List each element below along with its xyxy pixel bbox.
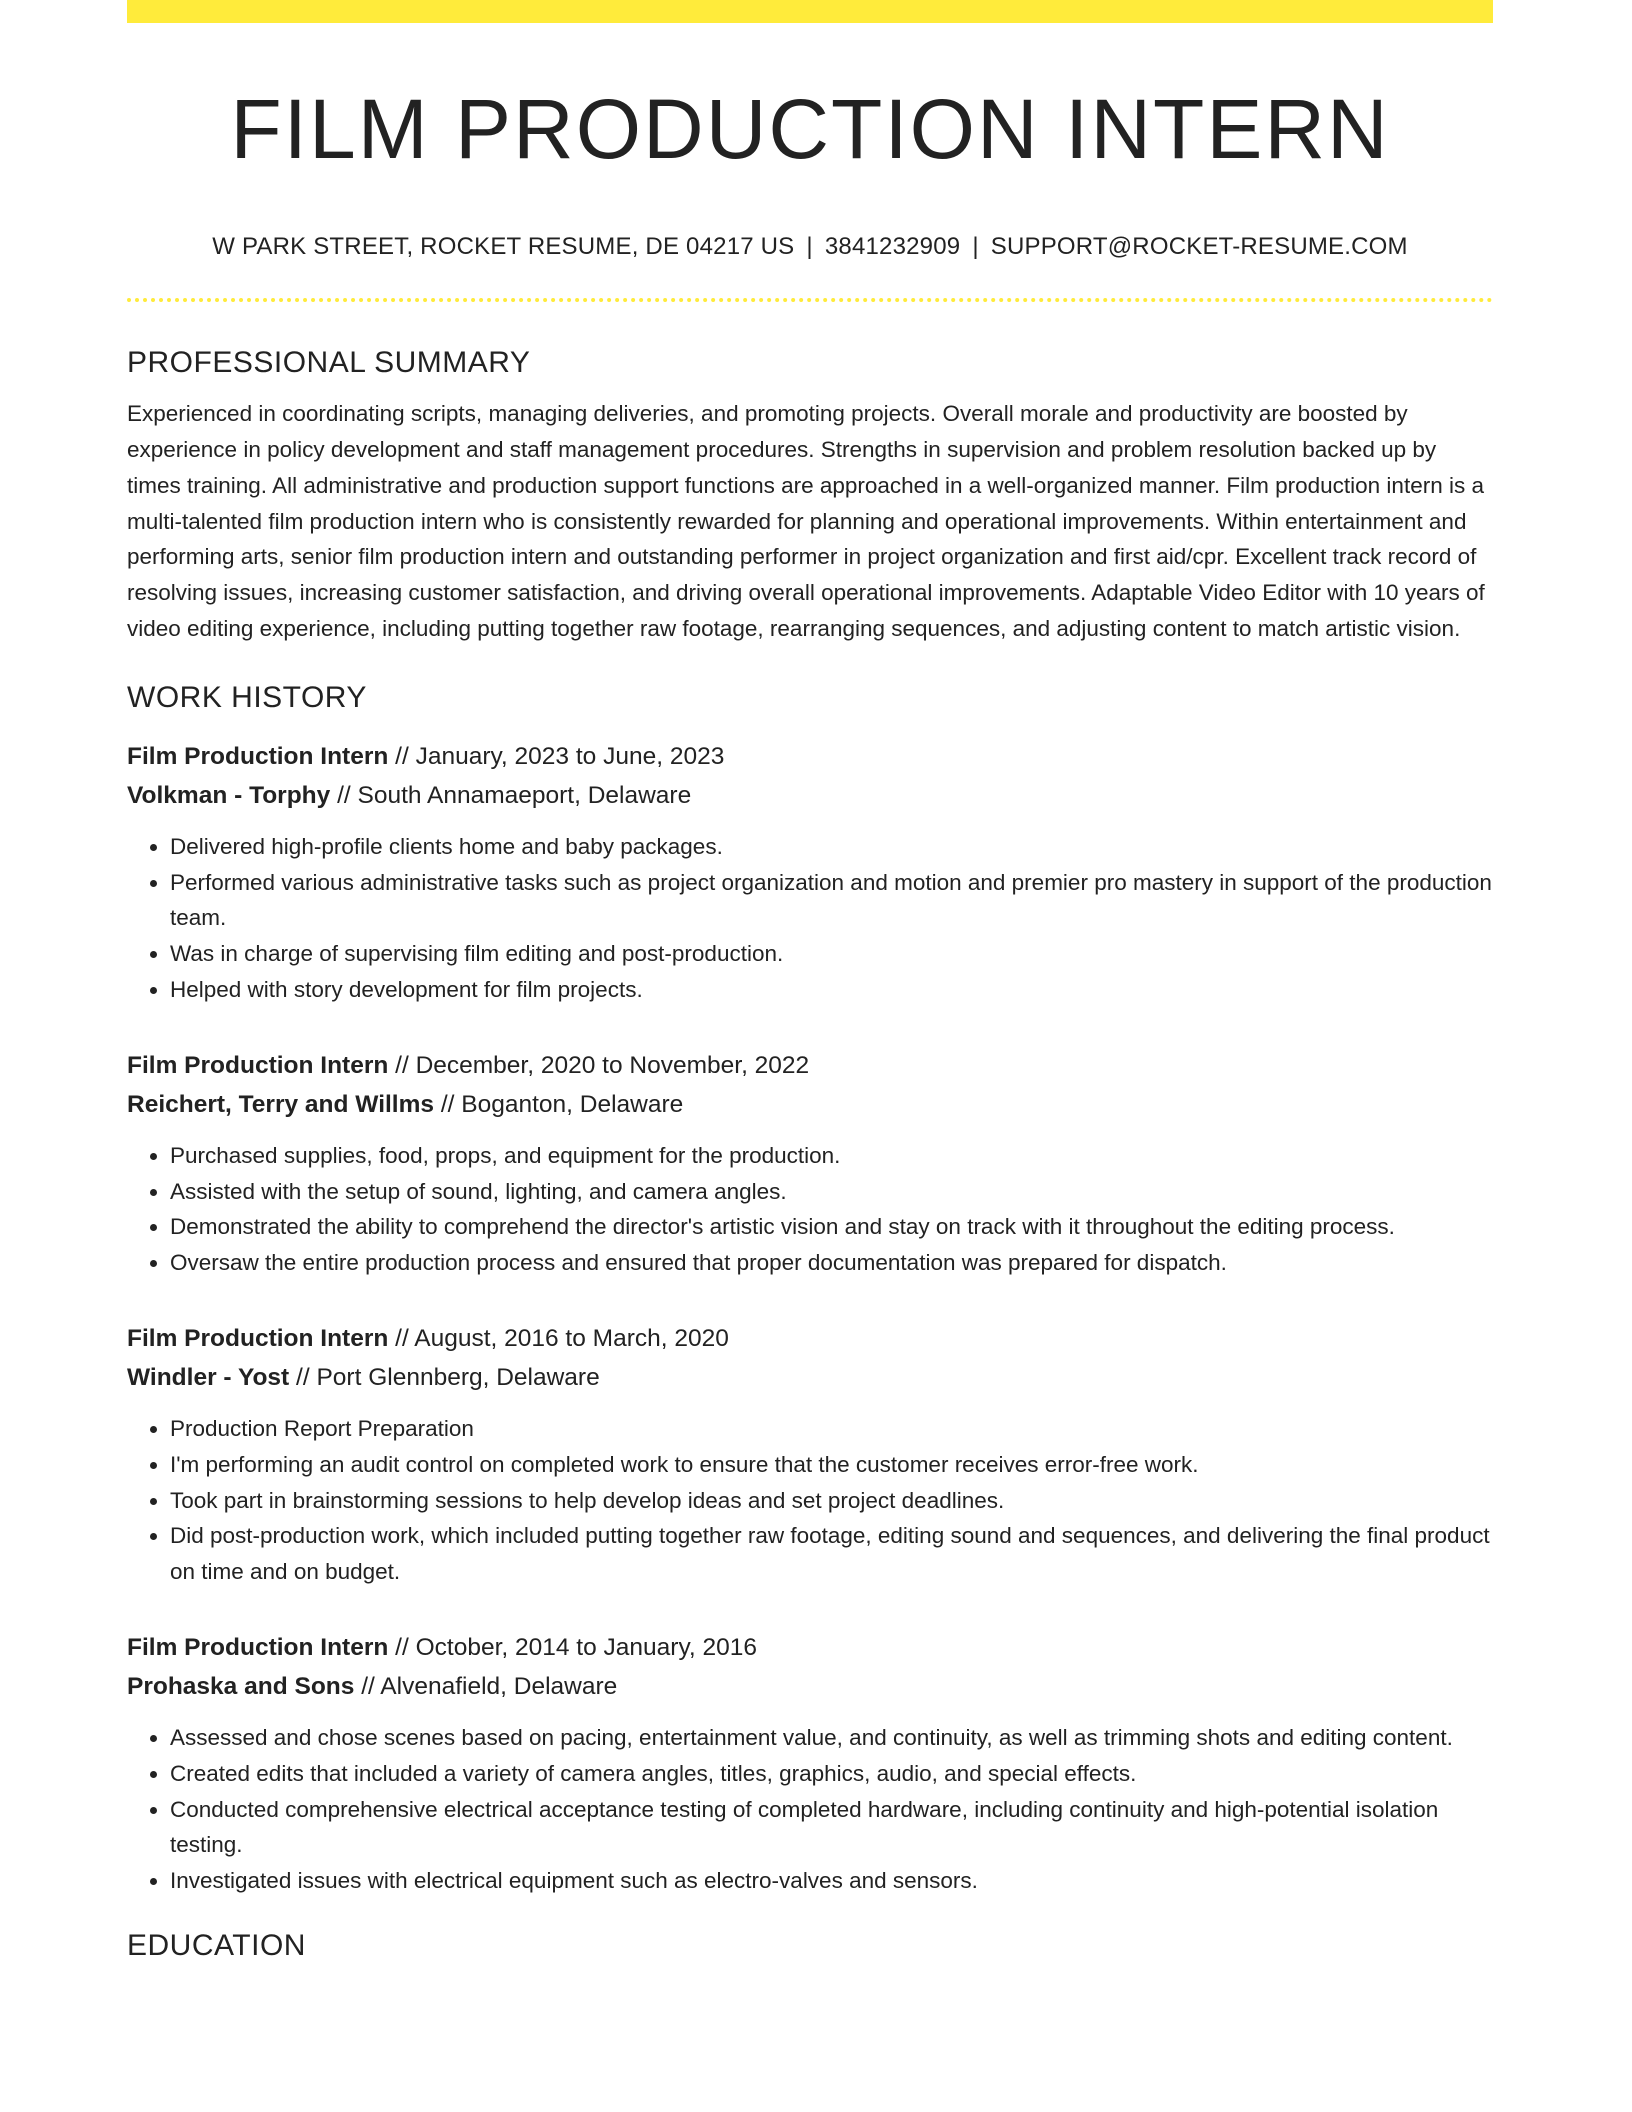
job-location: Boganton, Delaware — [461, 1090, 684, 1118]
job-role: Film Production Intern — [127, 1324, 389, 1352]
job-bullet: • Demonstrated the ability to comprehend the director's artistic vision and stay on track with it throughout the editing process. — [170, 1209, 1493, 1245]
delimiter: // — [388, 1051, 416, 1079]
job-role: Film Production Intern — [127, 742, 389, 770]
job-role: Film Production Intern — [127, 1633, 389, 1661]
accent-top-bar — [127, 0, 1493, 23]
job-entry — [127, 1319, 1493, 1590]
job-location: Port Glennberg, Delaware — [316, 1363, 600, 1391]
job-company-line — [127, 1085, 1493, 1124]
job-bullet: • Investigated issues with electrical equipment such as electro-valves and sensors. — [170, 1863, 1493, 1899]
job-company-line — [127, 1358, 1493, 1397]
job-bullet: • Delivered high-profile clients home and baby packages. — [170, 829, 1493, 865]
job-bullet: • Took part in brainstorming sessions to help develop ideas and set project deadlines. — [170, 1483, 1493, 1519]
job-company: Reichert, Terry and Willms — [127, 1090, 435, 1118]
address: W PARK STREET, ROCKET RESUME, DE 04217 US — [212, 233, 795, 261]
email-address: SUPPORT@ROCKET-RESUME.COM — [990, 233, 1408, 261]
job-dates: October, 2014 to January, 2016 — [415, 1633, 757, 1661]
section-title-work-history: WORK HISTORY — [127, 680, 367, 714]
dotted-divider — [127, 298, 1493, 302]
job-bullet-list — [127, 829, 1493, 1008]
summary-text: Experienced in coordinating scripts, managing deliveries, and promoting projects. Overall morale and productivity are boosted by experience in policy development and staff management procedures. Strengths in supervision and problem resolution backed up by times training. All administrative and production support functions are approached in a well-organized manner. Film production intern is a multi-talented film production intern who is consistently rewarded for planning and operational improvements. Within entertainment and performing arts, senior film production intern and outstanding performer in project organization and first aid/cpr. Excellent track record of resolving issues, increasing customer satisfaction, and driving overall operational improvements. Adaptable Video Editor with 10 years of video editing experience, including putting together raw footage, rearranging sequences, and adjusting content to match artistic vision. — [127, 401, 1485, 641]
job-bullet: • Conducted comprehensive electrical acceptance testing of completed hardware, including continuity and high-potential isolation testing. — [170, 1792, 1493, 1864]
job-title-line — [127, 737, 1493, 776]
job-bullet: • Performed various administrative tasks such as project organization and motion and premier pro mastery in support of the production team. — [170, 865, 1493, 937]
work-history-list — [127, 737, 1493, 1899]
delimiter: // — [388, 1324, 415, 1352]
job-title-line — [127, 1319, 1493, 1358]
candidate-name: FILM PRODUCTION INTERN — [230, 82, 1390, 176]
delimiter: // — [354, 1672, 381, 1700]
contact-line — [127, 233, 1493, 262]
job-bullet-list — [127, 1720, 1493, 1899]
job-company: Volkman - Torphy — [127, 781, 331, 809]
job-entry — [127, 1628, 1493, 1899]
job-title-line — [127, 1628, 1493, 1667]
job-role: Film Production Intern — [127, 1051, 389, 1079]
job-bullet: • Helped with story development for film projects. — [170, 972, 1493, 1008]
job-bullet: • Oversaw the entire production process and ensured that proper documentation was prepared for dispatch. — [170, 1245, 1493, 1281]
delimiter: // — [434, 1090, 462, 1118]
job-bullet: • Created edits that included a variety of camera angles, titles, graphics, audio, and special effects. — [170, 1756, 1493, 1792]
job-bullet: • I'm performing an audit control on completed work to ensure that the customer receives error-free work. — [170, 1447, 1493, 1483]
resume-content — [127, 23, 1493, 1963]
job-title-line — [127, 1046, 1493, 1085]
job-location: South Annamaeport, Delaware — [357, 781, 692, 809]
job-bullet-list — [127, 1138, 1493, 1281]
job-bullet-list — [127, 1411, 1493, 1590]
job-company: Prohaska and Sons — [127, 1672, 355, 1700]
separator: | — [806, 233, 813, 261]
job-company: Windler - Yost — [127, 1363, 290, 1391]
delimiter: // — [388, 1633, 416, 1661]
delimiter: // — [388, 742, 416, 770]
job-bullet: • Was in charge of supervising film editing and post-production. — [170, 936, 1493, 972]
job-bullet: • Purchased supplies, food, props, and equipment for the production. — [170, 1138, 1493, 1174]
job-entry — [127, 737, 1493, 1008]
section-title-summary: PROFESSIONAL SUMMARY — [127, 346, 531, 380]
job-company-line — [127, 1667, 1493, 1706]
job-bullet: • Assisted with the setup of sound, lighting, and camera angles. — [170, 1174, 1493, 1210]
job-bullet: • Did post-production work, which included putting together raw footage, editing sound and sequences, and delivering the final product on time and on budget. — [170, 1518, 1493, 1590]
job-dates: December, 2020 to November, 2022 — [415, 1051, 810, 1079]
delimiter: // — [289, 1363, 317, 1391]
separator: | — [972, 233, 979, 261]
phone-number: 3841232909 — [824, 233, 961, 261]
job-bullet: • Production Report Preparation — [170, 1411, 1493, 1447]
job-location: Alvenafield, Delaware — [380, 1672, 618, 1700]
delimiter: // — [330, 781, 358, 809]
job-company-line — [127, 776, 1493, 815]
job-dates: August, 2016 to March, 2020 — [414, 1324, 729, 1352]
job-dates: January, 2023 to June, 2023 — [415, 742, 725, 770]
job-bullet: • Assessed and chose scenes based on pacing, entertainment value, and continuity, as well as trimming shots and editing content. — [170, 1720, 1493, 1756]
job-entry — [127, 1046, 1493, 1281]
section-title-education: EDUCATION — [127, 1928, 306, 1962]
